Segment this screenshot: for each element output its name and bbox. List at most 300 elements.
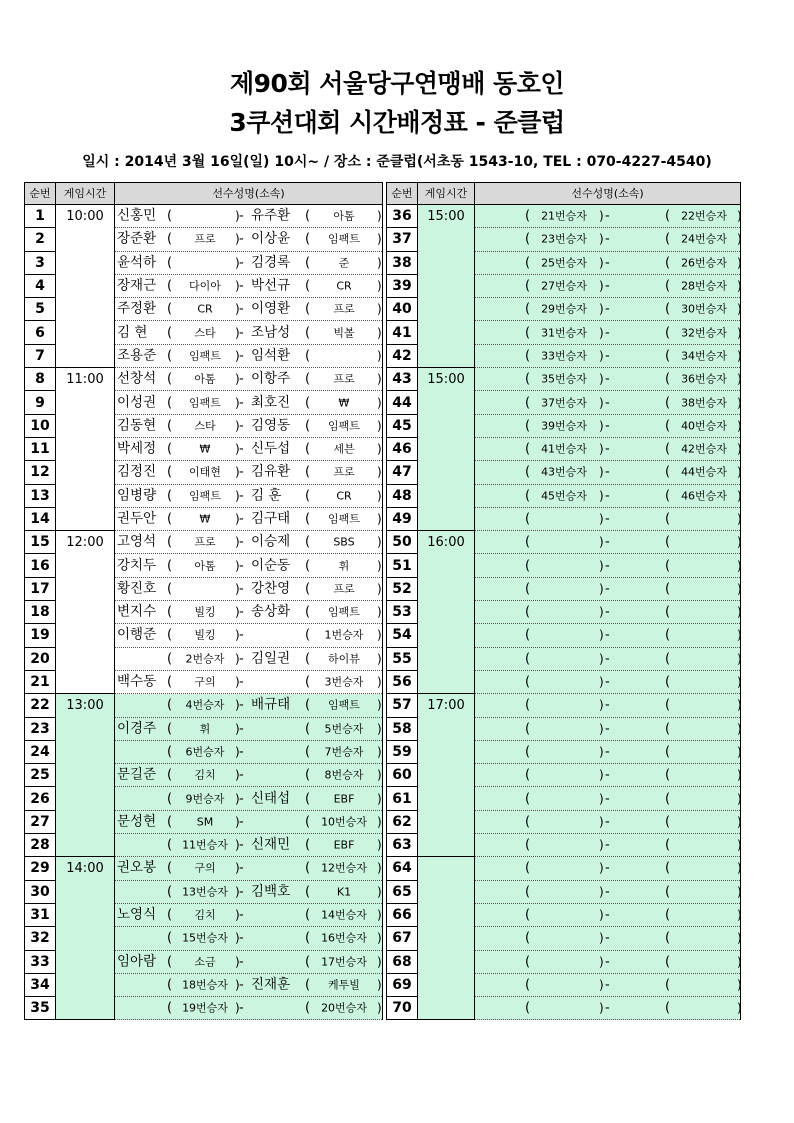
player2-club: 26번승자 (681, 256, 727, 270)
paren-close: ) (235, 395, 240, 410)
versus-dash: - (239, 301, 244, 317)
player1-name: 장준환 (117, 230, 157, 247)
paren-close: ) (737, 908, 742, 923)
game-time: 16:00 (418, 531, 475, 694)
player2-club: 프로 (333, 465, 355, 479)
paren-close: ) (737, 255, 742, 270)
paren-close: ) (737, 465, 742, 480)
player2-club: 32번승자 (681, 326, 727, 340)
match-number: 53 (387, 601, 418, 624)
match-number: 69 (387, 973, 418, 996)
match-players (475, 507, 741, 530)
paren-open: ( (305, 558, 311, 574)
paren-open: ( (665, 907, 671, 923)
player1-club: 18번승자 (182, 978, 228, 992)
paren-close: ) (599, 558, 604, 573)
paren-open: ( (305, 884, 311, 900)
player2-name: 이승제 (251, 533, 291, 550)
player1-club: 프로 (194, 535, 216, 549)
versus-dash: - (605, 558, 610, 574)
versus-dash: - (605, 488, 610, 504)
paren-open: ( (525, 278, 531, 294)
player1-club: 25번승자 (541, 256, 587, 270)
paren-open: ( (525, 884, 531, 900)
paren-open: ( (525, 767, 531, 783)
match-number: 68 (387, 950, 418, 973)
player1-name: 박세정 (117, 440, 157, 457)
paren-close: ) (599, 791, 604, 806)
player2-name: 이영환 (251, 300, 291, 317)
versus-dash: - (239, 954, 244, 970)
versus-dash: - (239, 744, 244, 760)
player1-name: 이행준 (117, 626, 157, 643)
paren-close: ) (599, 744, 604, 759)
paren-open: ( (665, 464, 671, 480)
paren-open: ( (305, 325, 311, 341)
paren-open: ( (525, 721, 531, 737)
player1-club: SM (196, 815, 214, 829)
paren-close: ) (377, 442, 382, 457)
paren-open: ( (525, 418, 531, 434)
header-players: 선수성명(소속) (115, 183, 383, 205)
match-number: 22 (25, 694, 56, 717)
versus-dash: - (605, 627, 610, 643)
player2-club: 34번승자 (681, 349, 727, 363)
paren-close: ) (737, 721, 742, 736)
paren-open: ( (305, 674, 311, 690)
paren-open: ( (525, 231, 531, 247)
paren-open: ( (167, 697, 173, 713)
game-time: 17:00 (418, 694, 475, 857)
versus-dash: - (605, 930, 610, 946)
versus-dash: - (239, 511, 244, 527)
paren-open: ( (665, 791, 671, 807)
paren-close: ) (737, 814, 742, 829)
player1-club: 김치 (194, 908, 216, 922)
paren-close: ) (599, 255, 604, 270)
match-players (115, 624, 383, 647)
paren-open: ( (665, 255, 671, 271)
match-number: 11 (25, 437, 56, 460)
player2-club: 아톰 (333, 209, 355, 223)
player2-name: 진재훈 (251, 976, 291, 993)
versus-dash: - (239, 860, 244, 876)
versus-dash: - (239, 697, 244, 713)
paren-open: ( (167, 907, 173, 923)
player2-club: 44번승자 (681, 465, 727, 479)
versus-dash: - (605, 208, 610, 224)
match-players (115, 973, 383, 996)
paren-close: ) (737, 931, 742, 946)
paren-close: ) (235, 232, 240, 247)
paren-open: ( (665, 977, 671, 993)
header-order: 순번 (387, 183, 418, 205)
versus-dash: - (605, 464, 610, 480)
match-number: 5 (25, 298, 56, 321)
paren-close: ) (737, 1001, 742, 1016)
match-number: 57 (387, 694, 418, 717)
versus-dash: - (605, 395, 610, 411)
versus-dash: - (239, 208, 244, 224)
paren-close: ) (599, 814, 604, 829)
match-number: 30 (25, 880, 56, 903)
match-number: 32 (25, 927, 56, 950)
paren-close: ) (377, 418, 382, 433)
versus-dash: - (239, 348, 244, 364)
player2-name: 신태섭 (251, 789, 291, 806)
paren-close: ) (737, 279, 742, 294)
player1-name: 선창석 (117, 370, 157, 387)
game-time: 12:00 (56, 531, 115, 694)
match-number: 6 (25, 321, 56, 344)
player2-club: 3번승자 (324, 675, 364, 689)
versus-dash: - (239, 418, 244, 434)
paren-close: ) (599, 512, 604, 526)
game-time (418, 857, 475, 1020)
paren-open: ( (525, 581, 531, 597)
paren-close: ) (235, 628, 240, 643)
paren-open: ( (305, 278, 311, 294)
player1-club: 19번승자 (182, 1001, 228, 1015)
paren-close: ) (737, 325, 742, 340)
player2-name: 배규태 (251, 696, 291, 713)
match-players (475, 205, 741, 228)
paren-close: ) (599, 651, 604, 666)
player2-club: 22번승자 (681, 209, 727, 223)
paren-close: ) (599, 954, 604, 969)
player2-club: 46번승자 (681, 489, 727, 503)
match-number: 21 (25, 670, 56, 693)
versus-dash: - (239, 814, 244, 830)
paren-close: ) (377, 977, 382, 992)
paren-open: ( (665, 231, 671, 247)
player1-name: 강치두 (117, 556, 157, 573)
player1-name: 노영식 (117, 906, 157, 923)
paren-open: ( (305, 604, 311, 620)
paren-close: ) (737, 838, 742, 853)
paren-open: ( (525, 791, 531, 807)
paren-open: ( (167, 278, 173, 294)
player2-name: 이상윤 (251, 230, 291, 247)
paren-close: ) (599, 348, 604, 363)
paren-open: ( (167, 325, 173, 341)
paren-open: ( (305, 348, 311, 364)
paren-close: ) (377, 209, 382, 224)
paren-close: ) (377, 791, 382, 806)
paren-open: ( (167, 977, 173, 993)
paren-open: ( (525, 511, 531, 527)
paren-open: ( (305, 231, 311, 247)
match-number: 51 (387, 554, 418, 577)
match-number: 49 (387, 507, 418, 530)
player1-club: 29번승자 (541, 302, 587, 316)
versus-dash: - (605, 604, 610, 620)
paren-close: ) (235, 838, 240, 853)
player2-club: 하이뷰 (328, 652, 360, 666)
player2-club: 14번승자 (321, 908, 367, 922)
player2-club: 프로 (333, 302, 355, 316)
table-row (387, 857, 741, 880)
paren-open: ( (305, 744, 311, 760)
paren-open: ( (305, 860, 311, 876)
player1-club: 43번승자 (541, 465, 587, 479)
paren-open: ( (665, 488, 671, 504)
paren-close: ) (235, 908, 240, 923)
paren-close: ) (235, 465, 240, 480)
match-number: 39 (387, 274, 418, 297)
paren-open: ( (167, 814, 173, 830)
paren-close: ) (377, 232, 382, 247)
paren-open: ( (167, 1000, 173, 1016)
match-number: 29 (25, 857, 56, 880)
paren-close: ) (599, 325, 604, 340)
versus-dash: - (239, 558, 244, 574)
player2-name: 유주환 (251, 207, 291, 224)
player1-club: 구의 (194, 675, 216, 689)
player1-name: 조용준 (117, 347, 157, 364)
title-line-1: 제90회 서울당구연맹배 동호인 (230, 69, 564, 98)
paren-open: ( (167, 744, 173, 760)
paren-close: ) (599, 535, 604, 550)
paren-open: ( (525, 1000, 531, 1016)
player2-name: 김백호 (251, 883, 291, 899)
match-players (115, 764, 383, 787)
player1-name: 윤석하 (117, 253, 157, 270)
player2-club: CR (336, 489, 352, 503)
match-number: 44 (387, 391, 418, 414)
paren-open: ( (665, 884, 671, 900)
paren-close: ) (235, 558, 240, 573)
match-players (475, 997, 741, 1020)
paren-close: ) (235, 279, 240, 294)
paren-open: ( (167, 884, 173, 900)
paren-open: ( (305, 418, 311, 434)
player2-club: 임팩트 (328, 698, 360, 712)
match-players (475, 694, 741, 717)
match-players (115, 437, 383, 460)
paren-open: ( (665, 441, 671, 457)
paren-close: ) (377, 488, 382, 503)
paren-open: ( (305, 301, 311, 317)
versus-dash: - (605, 977, 610, 993)
paren-open: ( (525, 534, 531, 550)
player2-name: 이항주 (251, 370, 291, 387)
player2-name: 김경록 (251, 253, 291, 270)
paren-open: ( (525, 837, 531, 853)
player2-club: 케투빌 (328, 978, 360, 992)
paren-close: ) (599, 488, 604, 503)
match-players (475, 670, 741, 693)
paren-open: ( (167, 651, 173, 667)
match-players (475, 251, 741, 274)
paren-close: ) (737, 605, 742, 620)
paren-open: ( (665, 697, 671, 713)
versus-dash: - (239, 604, 244, 620)
player2-club: K1 (336, 885, 352, 899)
match-number: 10 (25, 414, 56, 437)
paren-open: ( (665, 278, 671, 294)
match-players (475, 857, 741, 880)
paren-open: ( (665, 930, 671, 946)
player1-club: 31번승자 (541, 326, 587, 340)
player2-club: EBF (333, 792, 355, 806)
match-players (475, 344, 741, 367)
versus-dash: - (605, 278, 610, 294)
paren-open: ( (525, 325, 531, 341)
player2-club: 휘 (338, 559, 350, 573)
paren-close: ) (377, 744, 382, 759)
paren-open: ( (665, 534, 671, 550)
versus-dash: - (605, 348, 610, 364)
match-players (475, 740, 741, 763)
paren-close: ) (599, 1001, 604, 1016)
game-time: 15:00 (418, 368, 475, 531)
paren-open: ( (665, 511, 671, 527)
paren-close: ) (599, 861, 604, 876)
paren-close: ) (737, 628, 742, 643)
paren-open: ( (167, 674, 173, 690)
paren-open: ( (525, 860, 531, 876)
match-players (115, 531, 383, 554)
paren-close: ) (599, 581, 604, 596)
paren-close: ) (235, 488, 240, 503)
paren-open: ( (525, 301, 531, 317)
player2-name: 박선규 (251, 277, 291, 294)
player1-club: 35번승자 (541, 372, 587, 386)
paren-close: ) (599, 721, 604, 736)
paren-open: ( (305, 977, 311, 993)
match-number: 3 (25, 251, 56, 274)
paren-open: ( (167, 395, 173, 411)
header-game-time: 게임시간 (418, 183, 475, 205)
player1-club: 21번승자 (541, 209, 587, 223)
versus-dash: - (239, 371, 244, 387)
paren-open: ( (525, 371, 531, 387)
match-players (115, 461, 383, 484)
paren-close: ) (377, 931, 382, 946)
paren-close: ) (377, 861, 382, 876)
player2-club: 20번승자 (321, 1001, 367, 1015)
game-time: 10:00 (56, 205, 115, 368)
paren-close: ) (599, 628, 604, 643)
match-players (475, 880, 741, 903)
match-players (115, 950, 383, 973)
paren-open: ( (665, 418, 671, 434)
paren-open: ( (305, 697, 311, 713)
paren-open: ( (665, 1000, 671, 1016)
paren-close: ) (599, 442, 604, 457)
paren-open: ( (305, 208, 311, 224)
paren-close: ) (235, 675, 240, 690)
player2-name: 김 훈 (251, 486, 282, 503)
paren-close: ) (235, 302, 240, 317)
player2-club: 28번승자 (681, 279, 727, 293)
paren-close: ) (235, 348, 240, 363)
match-number: 1 (25, 205, 56, 228)
paren-open: ( (305, 837, 311, 853)
paren-close: ) (599, 418, 604, 433)
versus-dash: - (605, 860, 610, 876)
paren-close: ) (377, 465, 382, 480)
player1-club: 스타 (194, 419, 216, 433)
match-number: 4 (25, 274, 56, 297)
paren-close: ) (235, 977, 240, 992)
versus-dash: - (239, 627, 244, 643)
paren-close: ) (599, 232, 604, 247)
match-players (475, 810, 741, 833)
match-players (475, 647, 741, 670)
player2-club: 42번승자 (681, 442, 727, 456)
player1-name: 김정진 (117, 463, 157, 480)
match-players (475, 484, 741, 507)
player2-club: CR (336, 279, 352, 293)
versus-dash: - (239, 325, 244, 341)
table-header-row (387, 183, 741, 205)
paren-open: ( (167, 767, 173, 783)
paren-close: ) (737, 861, 742, 876)
paren-close: ) (737, 675, 742, 690)
paren-open: ( (305, 651, 311, 667)
match-players (475, 903, 741, 926)
paren-close: ) (235, 814, 240, 829)
match-number: 12 (25, 461, 56, 484)
match-number: 36 (387, 205, 418, 228)
match-number: 34 (25, 973, 56, 996)
player1-club: ₩ (199, 442, 211, 456)
paren-close: ) (377, 605, 382, 620)
paren-close: ) (599, 908, 604, 923)
player2-club: SBS (333, 535, 355, 549)
paren-close: ) (599, 884, 604, 899)
player2-name: 강찬영 (251, 580, 291, 597)
table-row (387, 205, 741, 228)
paren-open: ( (665, 651, 671, 667)
paren-open: ( (167, 231, 173, 247)
versus-dash: - (605, 837, 610, 853)
match-players (475, 787, 741, 810)
match-number: 50 (387, 531, 418, 554)
versus-dash: - (605, 418, 610, 434)
match-players (475, 298, 741, 321)
paren-open: ( (167, 627, 173, 643)
match-number: 52 (387, 577, 418, 600)
paren-open: ( (665, 814, 671, 830)
player1-club: 6번승자 (185, 745, 225, 759)
player2-name: 조남성 (251, 323, 291, 340)
player1-name: 변지수 (117, 603, 157, 620)
match-number: 17 (25, 577, 56, 600)
paren-close: ) (599, 465, 604, 480)
versus-dash: - (605, 767, 610, 783)
versus-dash: - (605, 441, 610, 457)
paren-open: ( (665, 954, 671, 970)
player1-club: 39번승자 (541, 419, 587, 433)
player1-club: 11번승자 (182, 838, 228, 852)
paren-open: ( (305, 627, 311, 643)
versus-dash: - (239, 1000, 244, 1016)
paren-open: ( (525, 208, 531, 224)
versus-dash: - (605, 814, 610, 830)
match-players (115, 694, 383, 717)
paren-open: ( (665, 371, 671, 387)
paren-close: ) (377, 675, 382, 690)
paren-open: ( (665, 837, 671, 853)
table-row (387, 368, 741, 391)
player1-name: 장재근 (117, 277, 157, 294)
table-row (387, 694, 741, 717)
player2-name: 김일권 (251, 650, 291, 667)
match-number: 15 (25, 531, 56, 554)
